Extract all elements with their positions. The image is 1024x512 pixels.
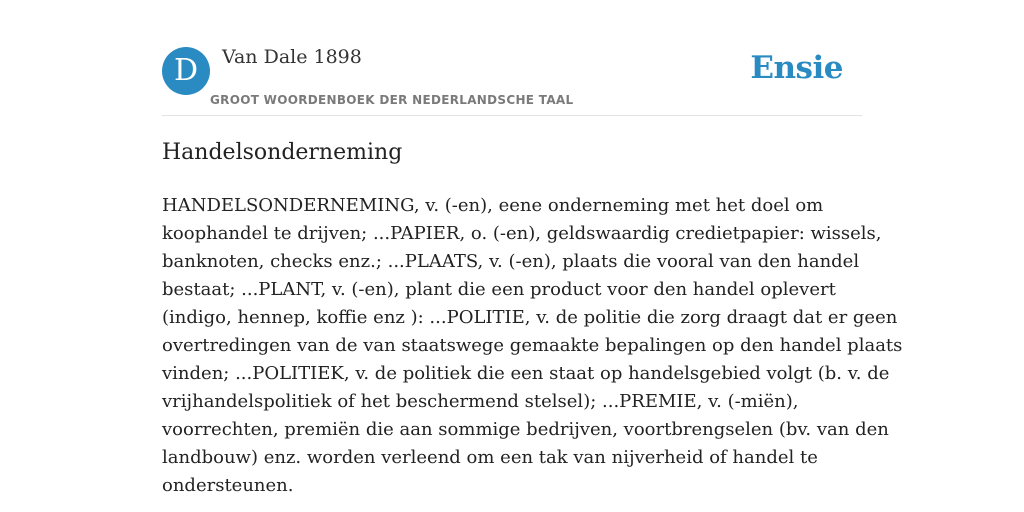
definition-line: bestaat; ...PLANT, v. (-en), plant die een product voor den handel oplevert: [162, 279, 836, 300]
definition-line: HANDELSONDERNEMING, v. (-en), eene onderneming met het doel om: [162, 195, 824, 216]
entry-definition: [162, 192, 903, 500]
source-title[interactable]: Van Dale 1898: [222, 46, 362, 68]
definition-line: vinden; ...POLITIEK, v. de politiek die een staat op handelsgebied volgt (b. v. de: [162, 363, 890, 384]
header-divider: [162, 115, 862, 116]
definition-line: banknoten, checks enz.; ...PLAATS, v. (-en), plaats die vooral van den handel: [162, 251, 860, 272]
definition-line: koophandel te drijven; ...PAPIER, o. (-en), geldswaardig credietpapier: wissels,: [162, 223, 882, 244]
definition-line: voorrechten, premiën die aan sommige bedrijven, voortbrengselen (bv. van den: [162, 419, 889, 440]
source-avatar: D: [162, 47, 210, 95]
brand-logo[interactable]: Ensie: [750, 50, 843, 86]
definition-line: overtredingen van de van staatswege gemaakte bepalingen op den handel plaats: [162, 335, 903, 356]
definition-line: vrijhandelspolitiek of het beschermend stelsel); ...PREMIE, v. (-miën),: [162, 391, 799, 412]
entry-headword: Handelsonderneming: [162, 140, 403, 165]
definition-line: landbouw) enz. worden verleend om een tak van nijverheid of handel te: [162, 447, 818, 468]
definition-line: ondersteunen.: [162, 475, 294, 496]
definition-line: (indigo, hennep, koffie enz ): ...POLITIE, v. de politie die zorg draagt dat er geen: [162, 307, 898, 328]
source-subtitle: GROOT WOORDENBOEK DER NEDERLANDSCHE TAAL: [210, 93, 574, 107]
